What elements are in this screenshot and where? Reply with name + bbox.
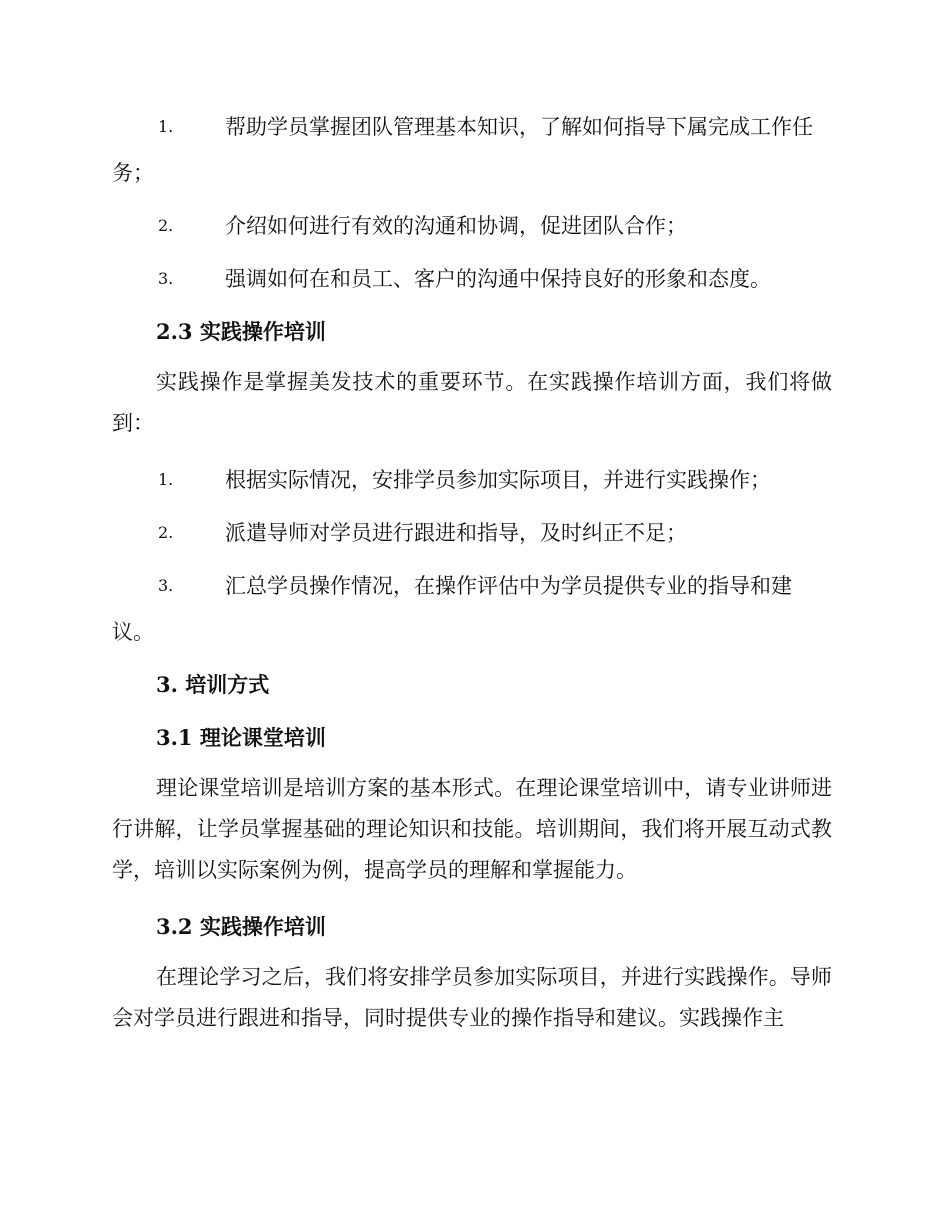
list-number: 1. (158, 117, 174, 136)
list-text: 派遣导师对学员进行跟进和指导，及时纠正不足； (225, 521, 687, 545)
list-item (112, 256, 832, 302)
section-heading-3-1: 3.1 理论课堂培训 (156, 725, 326, 750)
list-text: 帮助学员掌握团队管理基本知识，了解如何指导下属完成工作任务； (112, 115, 813, 185)
section-heading-3: 3. 培训方式 (156, 672, 270, 697)
list-number: 2. (158, 216, 174, 235)
body-paragraph: 理论课堂培训是培训方案的基本形式。在理论课堂培训中，请专业讲师进行讲解，让学员掌握基础的理论知识和技能。培训期间，我们将开展互动式教学，培训以实际案例为例，提高学员的理解和掌握能力。 (112, 776, 832, 882)
section-heading-3-2: 3.2 实践操作培训 (156, 914, 326, 939)
list-number: 1. (158, 470, 174, 489)
list-item (112, 104, 832, 196)
list-item (112, 563, 832, 655)
list-text: 介绍如何进行有效的沟通和协调，促进团队合作； (225, 214, 687, 238)
list-number: 3. (158, 576, 174, 595)
list-item (112, 510, 832, 556)
list-text: 强调如何在和员工、客户的沟通中保持良好的形象和态度。 (225, 267, 771, 291)
list-item (112, 203, 832, 249)
list-text: 根据实际情况，安排学员参加实际项目，并进行实践操作； (225, 468, 771, 492)
section-intro-paragraph: 实践操作是掌握美发技术的重要环节。在实践操作培训方面，我们将做到： (112, 370, 832, 435)
body-paragraph: 在理论学习之后，我们将安排学员参加实际项目，并进行实践操作。导师会对学员进行跟进和指导，同时提供专业的操作指导和建议。实践操作主 (112, 965, 832, 1030)
list-item (112, 457, 832, 503)
list-text: 汇总学员操作情况，在操作评估中为学员提供专业的指导和建议。 (112, 574, 792, 644)
list-number: 2. (158, 523, 174, 542)
document-content (112, 104, 832, 1052)
list-number: 3. (158, 269, 174, 288)
section-heading-2-3: 2.3 实践操作培训 (156, 319, 326, 344)
